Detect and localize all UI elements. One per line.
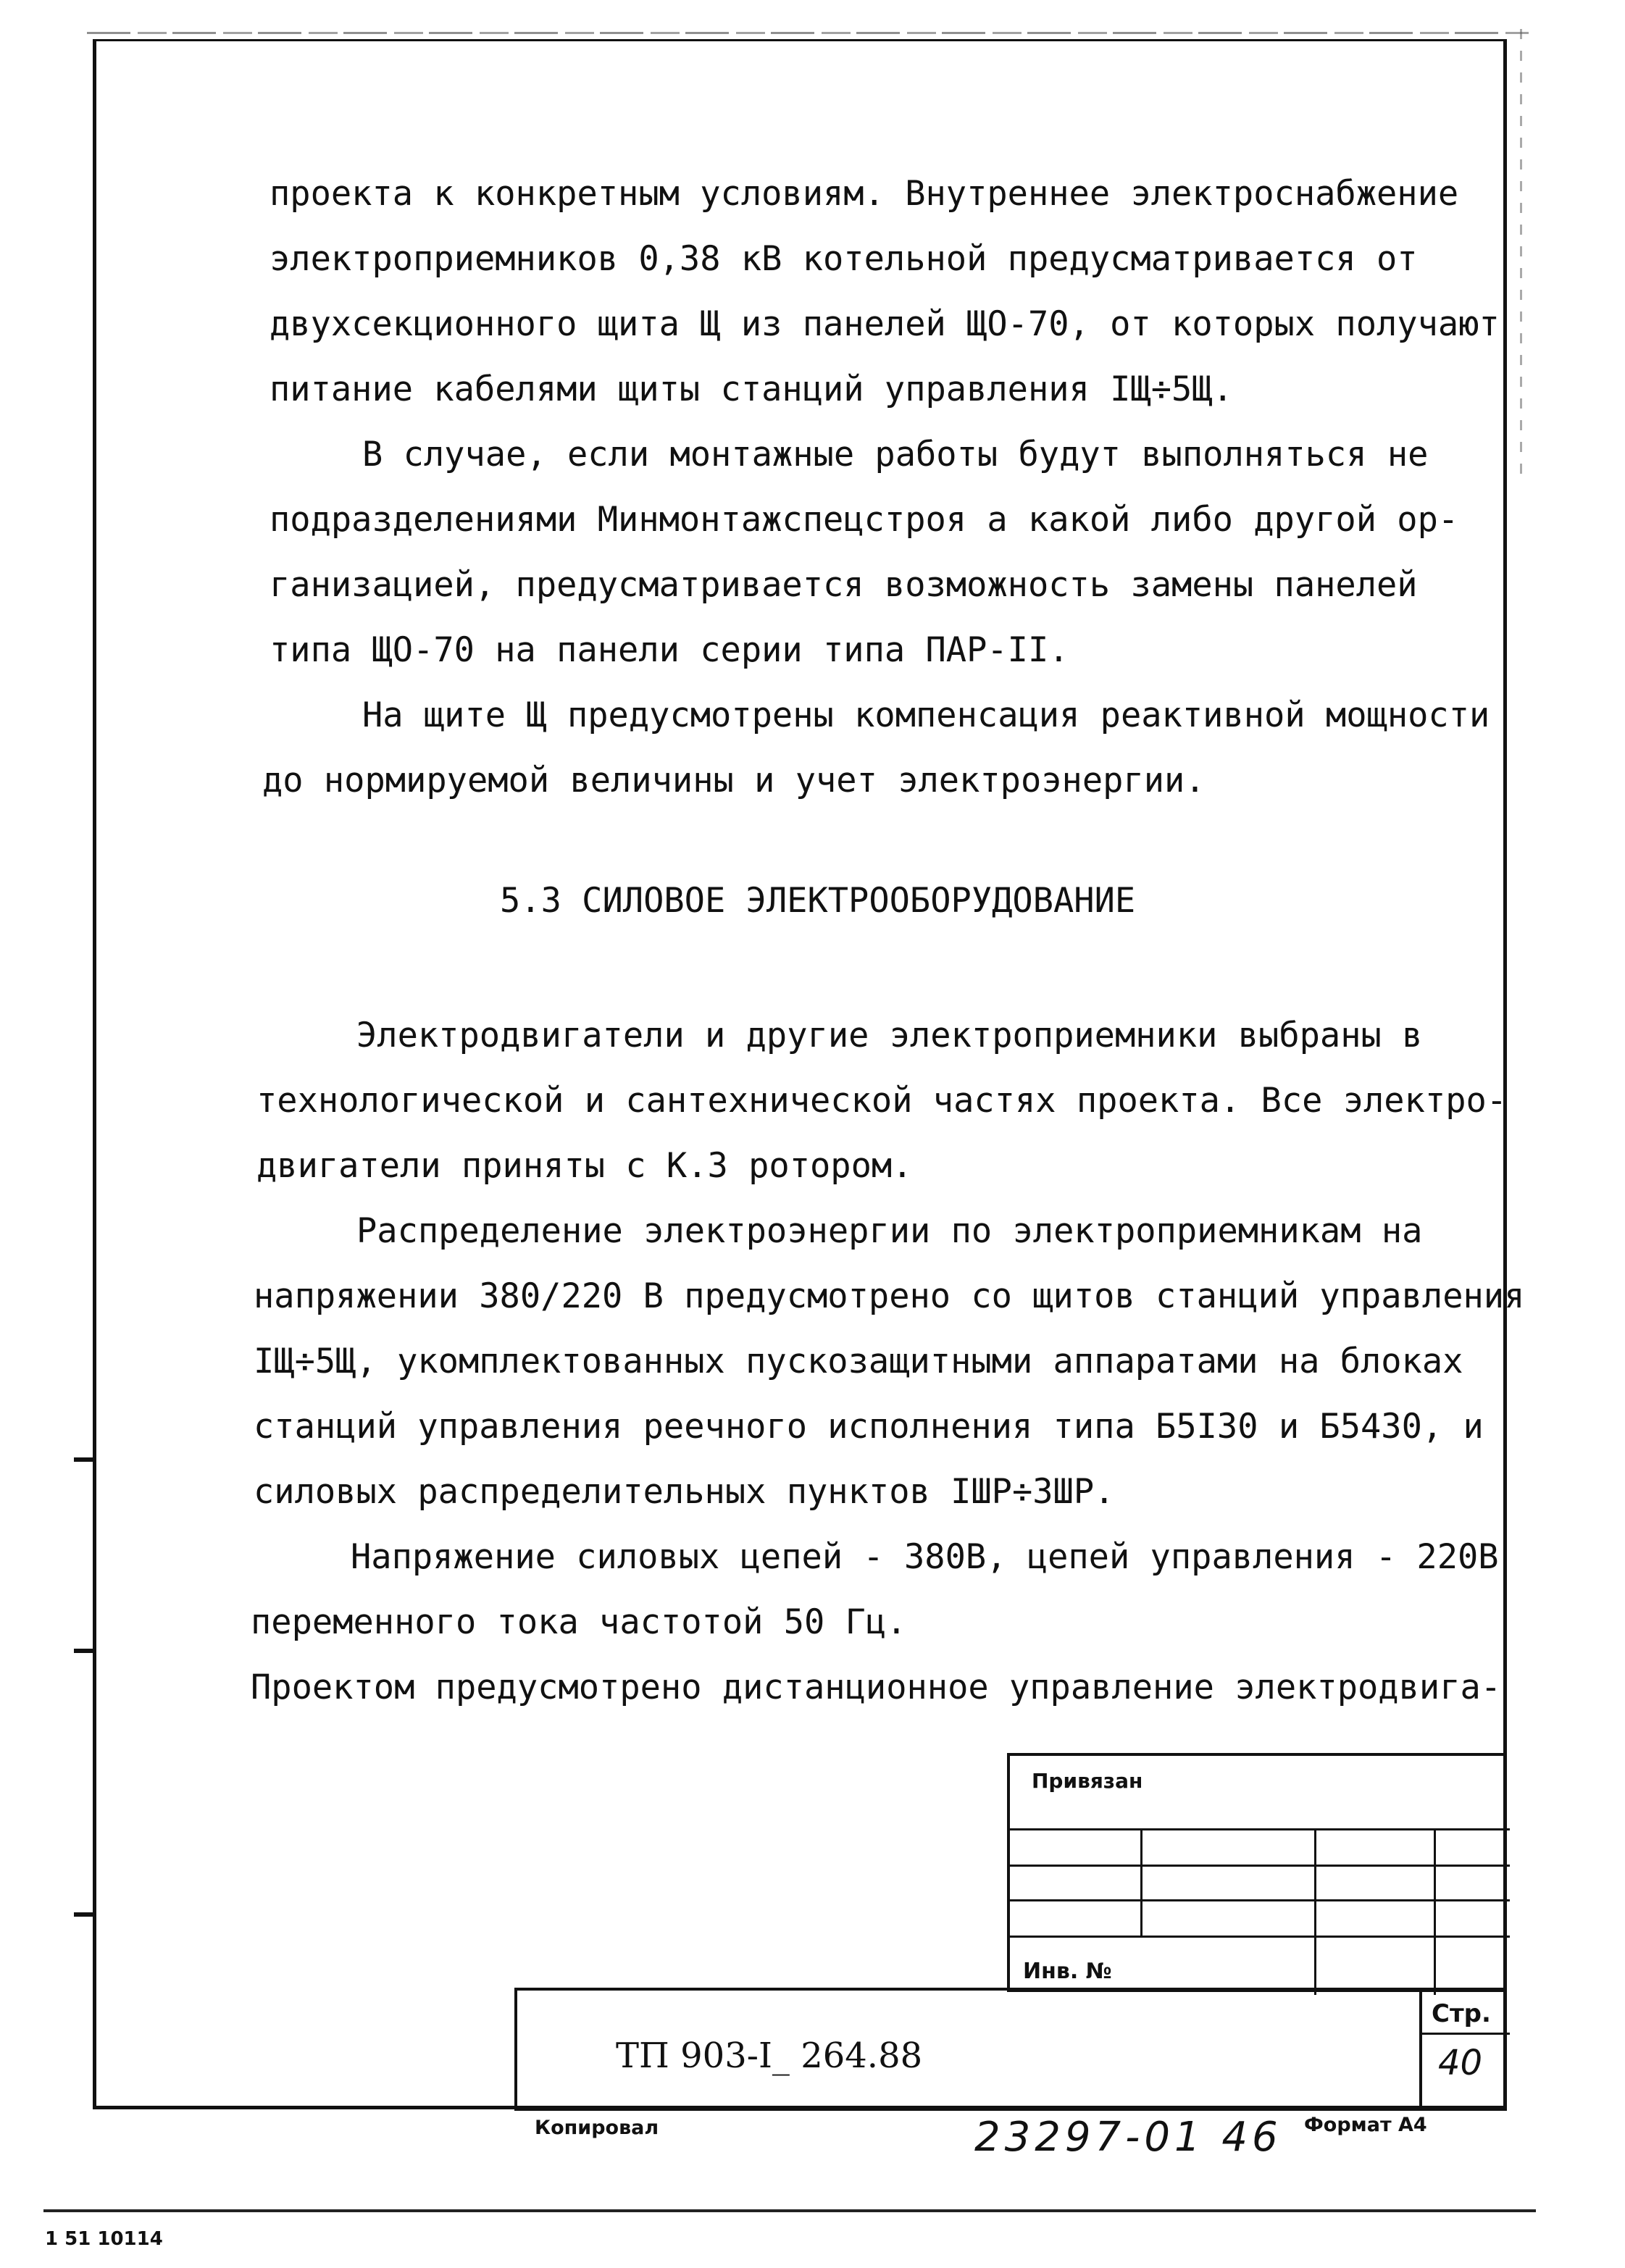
text-line: ганизацией, предусматривается возможность замены панелей xyxy=(270,565,1418,605)
text-line: Электродвигатели и другие электроприемники выбраны в xyxy=(356,1016,1423,1055)
text-line: подразделениями Минмонтажспецстроя а какой либо другой ор- xyxy=(270,500,1459,540)
text-line: силовых распределительных пунктов IШР÷3ШР. xyxy=(254,1472,1115,1512)
section-heading: 5.3 СИЛОВОЕ ЭЛЕКТРООБОРУДОВАНИЕ xyxy=(500,881,1136,921)
text-line: питание кабелями щиты станций управления IЩ÷5Щ. xyxy=(270,369,1233,409)
text-line: электроприемников 0,38 кВ котельной предусматривается от xyxy=(270,239,1418,279)
text-line: типа ЩО-70 на панели серии типа ПАР-II. xyxy=(270,630,1069,670)
inv-no-label: Инв. № xyxy=(1023,1959,1112,1984)
text-line: IЩ÷5Щ, укомплектованных пускозащитными аппаратами на блоках xyxy=(254,1342,1463,1381)
print-code: 1 51 10114 xyxy=(45,2228,163,2250)
page-number: 40 xyxy=(1438,2043,1483,2083)
approval-stamp-grid xyxy=(1007,1753,1507,1992)
text-line: станций управления реечного исполнения типа Б5I30 и Б5430, и xyxy=(254,1407,1484,1447)
text-line: двухсекционного щита Щ из панелей ЩО-70, от которых получают xyxy=(270,304,1500,344)
text-line: Распределение электроэнергии по электроприемникам на xyxy=(356,1211,1423,1251)
page-label: Стр. xyxy=(1432,1999,1491,2028)
privyazan-label: Привязан xyxy=(1032,1769,1143,1793)
text-line: двигатели приняты с К.З ротором. xyxy=(256,1146,913,1186)
format-label: Формат А4 xyxy=(1304,2114,1427,2136)
document-code: ТП 903-I_ 264.88 xyxy=(616,2035,923,2076)
text-line: проекта к конкретным условиям. Внутреннее электроснабжение xyxy=(270,174,1459,214)
text-line: технологической и сантехнической частях проекта. Все электро- xyxy=(256,1081,1508,1121)
right-dashed-edge xyxy=(1520,29,1522,478)
archive-number: 23297-01 46 xyxy=(974,2114,1282,2161)
margin-tick xyxy=(74,1649,96,1653)
text-line: В случае, если монтажные работы будут выполняться не xyxy=(362,435,1429,474)
bottom-rule xyxy=(43,2209,1536,2212)
text-line: На щите Щ предусмотрены компенсация реактивной мощности xyxy=(362,695,1490,735)
margin-tick xyxy=(74,1912,96,1917)
top-dashed-edge xyxy=(87,32,1529,34)
text-line: Проектом предусмотрено дистанционное управление электродвига- xyxy=(251,1667,1502,1707)
margin-tick xyxy=(74,1457,96,1462)
copied-by-label: Копировал xyxy=(535,2117,659,2139)
text-line: переменного тока частотой 50 Гц. xyxy=(251,1602,907,1642)
text-line: напряжении 380/220 В предусмотрено со щитов станций управления xyxy=(254,1276,1525,1316)
text-line: Напряжение силовых цепей - 380В, цепей управления - 220В xyxy=(351,1537,1499,1577)
text-line: до нормируемой величины и учет электроэнергии. xyxy=(262,761,1206,800)
